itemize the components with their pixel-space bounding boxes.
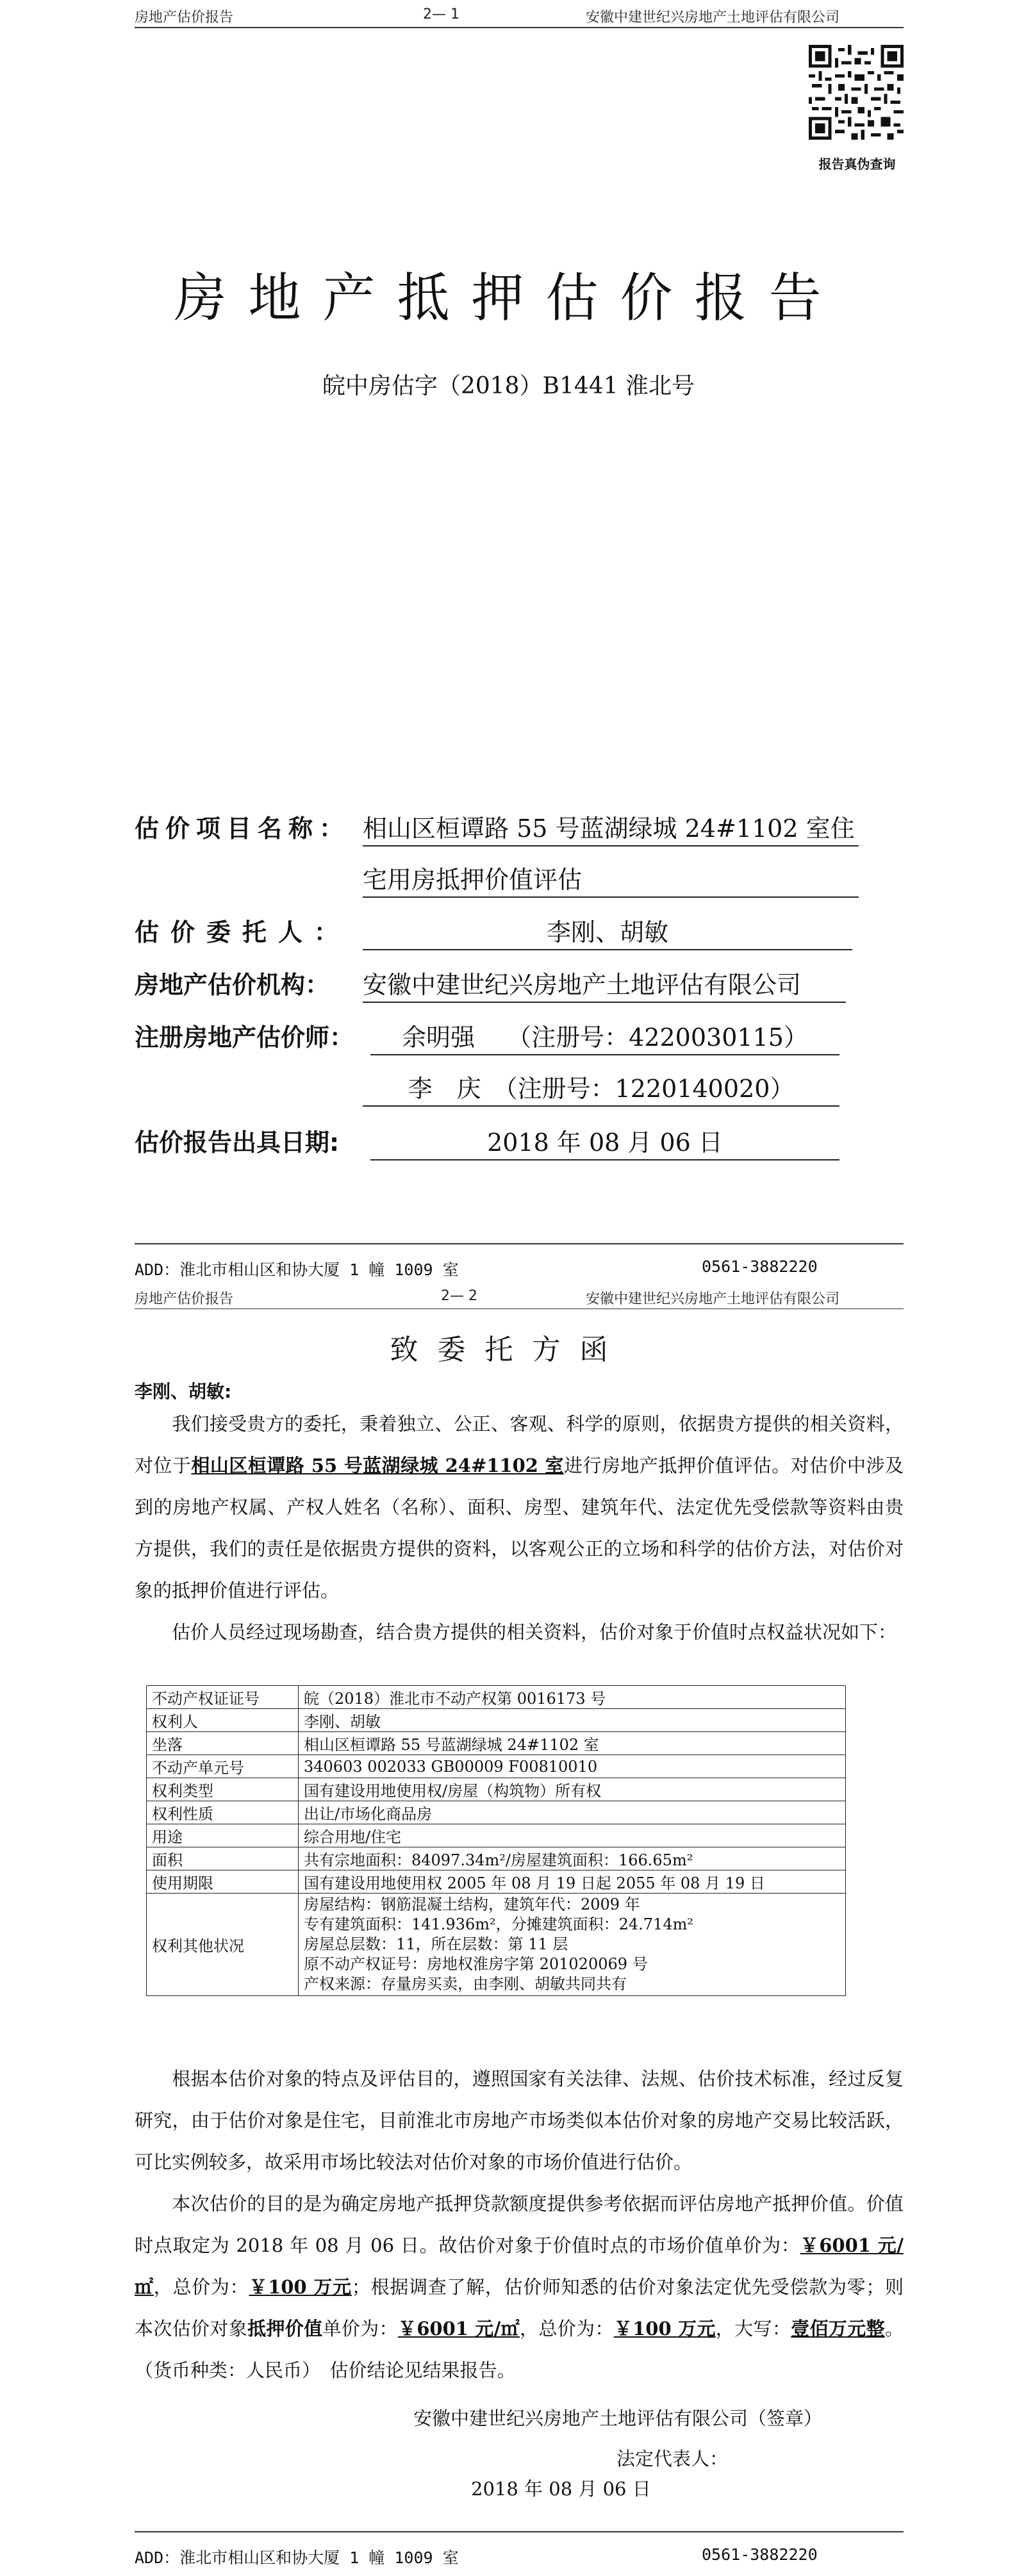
qr-code-icon bbox=[809, 45, 904, 140]
property-location: 相山区桓谭路 55 号蓝湖绿城 24#1102 室 bbox=[191, 1455, 565, 1476]
letter-paragraph-4: 本次估价的目的是为确定房地产抵押贷款额度提供参考依据而评估房地产抵押价值。价值时点取定为 2018 年 08 月 06 日。故估价对象于价值时点的市场价值单价为：￥6001 元/㎡，总价为：￥100 万元；根据调查了解，估价师知悉的估价对象法定优先受偿款为零；则本次估价对象抵押价值单价为：￥6001 元/㎡，总价为：￥100 万元，大写：壹佰万元整。（货币种类：人民币） 估价结论见结果报告。 bbox=[135, 2193, 904, 2381]
appraiser-label: 注册房地产估价师： bbox=[135, 1023, 354, 1052]
other-status-line: 房屋结构：钢筋混凝土结构，建筑年代：2009 年 bbox=[304, 1895, 640, 1913]
signature-representative: 法定代表人： bbox=[616, 2448, 729, 2470]
table-row bbox=[147, 1732, 846, 1755]
header-page-number: 2— 2 bbox=[441, 1288, 477, 1304]
report-date-value: 2018 年 08 月 06 日 bbox=[370, 1123, 839, 1160]
footer-address: ADD：淮北市相山区和协大厦 1 幢 1009 室 bbox=[135, 2548, 459, 2567]
table-value-cell: 340603 002033 GB00009 F00810010 bbox=[299, 1755, 846, 1778]
table-value-cell bbox=[299, 1894, 846, 1996]
table-key-cell: 面积 bbox=[147, 1847, 299, 1870]
table-row bbox=[147, 1709, 846, 1732]
table-key-cell: 权利性质 bbox=[147, 1801, 299, 1824]
report-date-label: 估价报告出具日期: bbox=[135, 1128, 340, 1157]
table-row bbox=[147, 1778, 846, 1801]
table-value-cell: 综合用地/住宅 bbox=[299, 1824, 846, 1847]
letter-paragraph-3: 根据本估价对象的特点及评估目的，遵照国家有关法律、法规、估价技术标准，经过反复研究，由于估价对象是住宅，目前淮北市房地产市场类似本估价对象的房地产交易比较活跃，可比实例较多，故采用市场比较法对估价对象的市场价值进行估价。 bbox=[135, 2068, 904, 2173]
agency-label: 房地产估价机构： bbox=[135, 971, 330, 999]
footer-address: ADD：淮北市相山区和协大厦 1 幢 1009 室 bbox=[135, 1260, 459, 1279]
table-key-cell: 用途 bbox=[147, 1824, 299, 1847]
table-row bbox=[147, 1686, 846, 1709]
table-key-cell: 权利类型 bbox=[147, 1778, 299, 1801]
appraiser-1: 余明强 （注册号：4220030115） bbox=[370, 1018, 839, 1055]
table-value-cell: 出让/市场化商品房 bbox=[299, 1801, 846, 1824]
table-key-cell: 不动产权证证号 bbox=[147, 1686, 299, 1709]
table-value-cell: 李刚、胡敏 bbox=[299, 1709, 846, 1732]
header-page-number: 2— 1 bbox=[423, 6, 459, 22]
table-key-cell: 使用期限 bbox=[147, 1870, 299, 1894]
letter-paragraph-2: 估价人员经过现场勘查，结合贵方提供的相关资料，估价对象于价值时点权益状况如下： bbox=[172, 1621, 897, 1643]
signature-date: 2018 年 08 月 06 日 bbox=[471, 2478, 651, 2500]
table-key-cell: 权利其他状况 bbox=[147, 1894, 299, 1996]
table-row bbox=[147, 1824, 846, 1847]
header-title: 房地产估价报告 bbox=[135, 1291, 234, 1307]
letter-paragraph-1: 我们接受贵方的委托，秉着独立、公正、客观、科学的原则，依据贵方提供的相关资料，对位于相山区桓谭路 55 号蓝湖绿城 24#1102 室进行房地产抵押价值评估。对估价中涉及到的房地产权属、产权人姓名（名称）、面积、房型、建筑年代、法定优先受偿款等资料由贵方提供，我们的责任是依据贵方提供的资料，以客观公正的立场和科学的估价方法，对估价对象的抵押价值进行评估。 bbox=[135, 1413, 904, 1601]
header-company: 安徽中建世纪兴房地产土地评估有限公司 bbox=[586, 10, 840, 26]
footer-phone: 0561-3882220 bbox=[702, 2545, 818, 2564]
qr-label: 报告真伪查询 bbox=[818, 156, 896, 172]
table-key-cell: 坐落 bbox=[147, 1732, 299, 1755]
table-value-cell: 共有宗地面积：84097.34m²/房屋建筑面积：166.65m² bbox=[299, 1847, 846, 1870]
project-name-line2: 宅用房抵押价值评估 bbox=[363, 860, 859, 898]
letter-addressee: 李刚、胡敏: bbox=[135, 1381, 232, 1402]
other-status-line: 原不动产权证号：房地权淮房字第 201020069 号 bbox=[304, 1955, 648, 1973]
table-value-cell: 国有建设用地使用权/房屋（构筑物）所有权 bbox=[299, 1778, 846, 1801]
report-title: 房地产抵押估价报告 bbox=[174, 268, 843, 329]
table-key-cell: 不动产单元号 bbox=[147, 1755, 299, 1778]
other-status-line: 房屋总层数：11，所在层数：第 11 层 bbox=[304, 1935, 568, 1953]
table-key-cell: 权利人 bbox=[147, 1709, 299, 1732]
project-name-label: 估价项目名称： bbox=[135, 814, 351, 843]
header-rule bbox=[135, 27, 904, 28]
table-row bbox=[147, 1894, 846, 1996]
table-row bbox=[147, 1870, 846, 1894]
table-row bbox=[147, 1801, 846, 1824]
project-name-line1: 相山区桓谭路 55 号蓝湖绿城 24#1102 室住 bbox=[363, 809, 859, 846]
footer-rule bbox=[135, 1243, 904, 1244]
agency-value: 安徽中建世纪兴房地产土地评估有限公司 bbox=[363, 965, 846, 1003]
table-row bbox=[147, 1755, 846, 1778]
client-label: 估价委托人： bbox=[135, 918, 351, 946]
header-company: 安徽中建世纪兴房地产土地评估有限公司 bbox=[586, 1291, 840, 1307]
appraiser-2: 李 庆 （注册号：1220140020） bbox=[363, 1069, 839, 1107]
footer-phone: 0561-3882220 bbox=[702, 1257, 818, 1276]
other-status-line: 专有建筑面积：141.936m²，分摊建筑面积：24.714m² bbox=[304, 1915, 693, 1933]
table-value-cell: 国有建设用地使用权 2005 年 08 月 19 日起 2055 年 08 月 19 日 bbox=[299, 1870, 846, 1894]
letter-title: 致委托方函 bbox=[390, 1333, 627, 1366]
signature-company: 安徽中建世纪兴房地产土地评估有限公司（签章） bbox=[413, 2407, 823, 2429]
footer-rule bbox=[135, 2531, 904, 2532]
rights-table bbox=[146, 1685, 846, 1996]
report-number: 皖中房估字（2018）B1441 淮北号 bbox=[322, 373, 695, 399]
table-value-cell: 皖（2018）淮北市不动产权第 0016173 号 bbox=[299, 1686, 846, 1709]
header-title: 房地产估价报告 bbox=[135, 10, 234, 26]
table-value-cell: 相山区桓谭路 55 号蓝湖绿城 24#1102 室 bbox=[299, 1732, 846, 1755]
table-row bbox=[147, 1847, 846, 1870]
client-value: 李刚、胡敏 bbox=[363, 912, 852, 950]
other-status-line: 产权来源：存量房买卖，由李刚、胡敏共同共有 bbox=[304, 1975, 627, 1993]
